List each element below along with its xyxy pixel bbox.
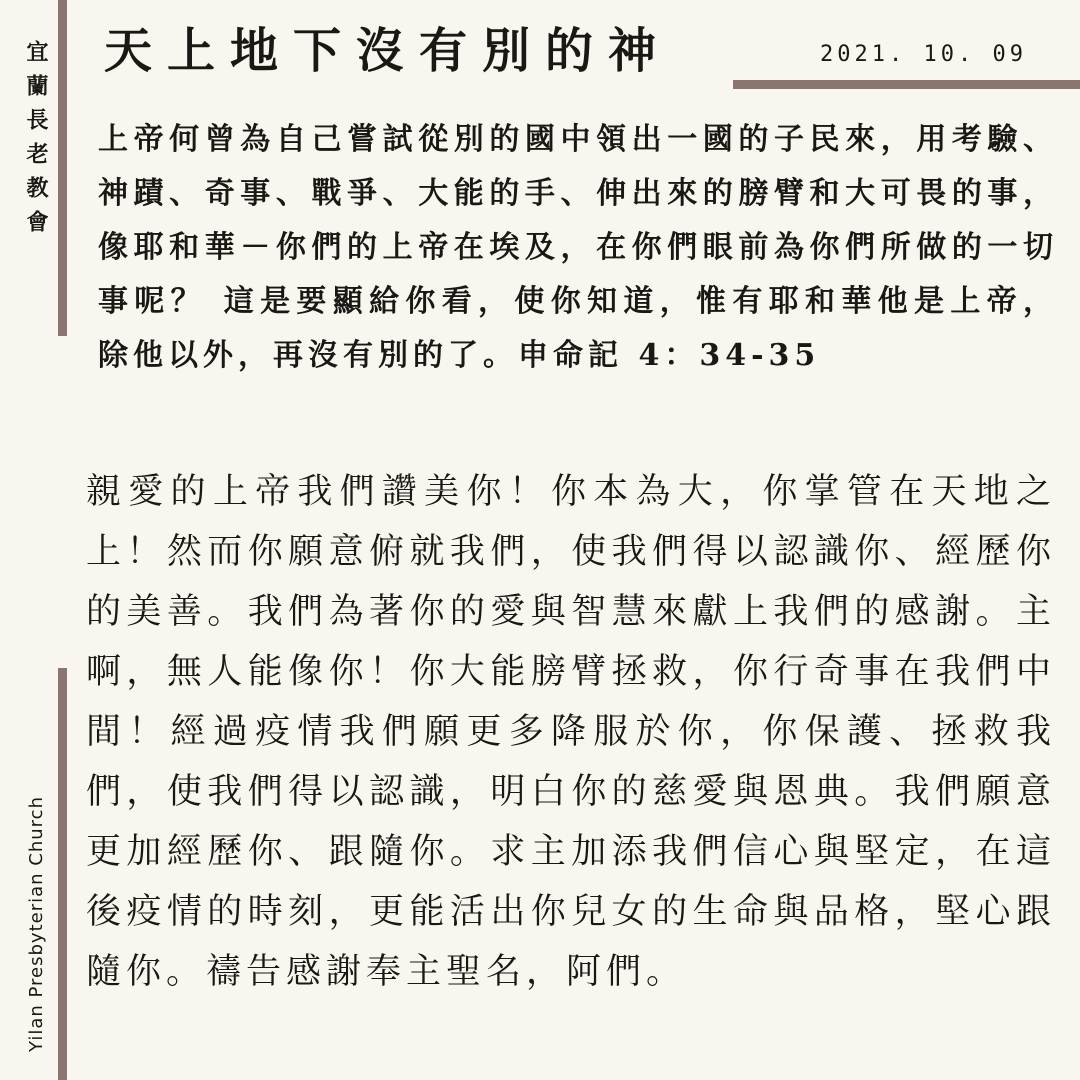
accent-bar-top-left (58, 0, 67, 336)
page-title: 天上地下沒有別的神 (104, 23, 672, 79)
prayer-text: 親愛的上帝我們讚美你！你本為大，你掌管在天地之上！然而你願意俯就我們，使我們得以認識你、經歷你的美善。我們為著你的愛與智慧來獻上我們的感謝。主啊，無人能像你！你大能膀臂拯救，你行奇事在我們中間！經過疫情我們願更多降服於你，你保護、拯救我們，使我們得以認識，明白你的慈愛與恩典。我們願意更加經歷你、跟隨你。求主加添我們信心與堅定，在這後疫情的時刻，更能活出你兒女的生命與品格，堅心跟隨你。禱告感謝奉主聖名，阿們。 (86, 472, 1056, 992)
church-name-english-vertical: Yilan Presbyterian Church (26, 796, 47, 1052)
accent-bar-date-underline (733, 80, 1080, 89)
church-name-vertical: 宜蘭長老教會 (23, 40, 49, 244)
scripture-verse: 上帝何曾為自己嘗試從別的國中領出一國的子民來，用考驗、神蹟、奇事、戰爭、大能的手、伸出來的膀臂和大可畏的事，像耶和華－你們的上帝在埃及，在你們眼前為你們所做的一切事呢？ 這是要顯給你看，使你知道，惟有耶和華他是上帝，除他以外，再沒有別的了。申命記 4：34-35 (98, 122, 1058, 373)
post-date: 2021. 10. 09 (820, 42, 1027, 67)
accent-bar-bottom-left (58, 668, 67, 1080)
